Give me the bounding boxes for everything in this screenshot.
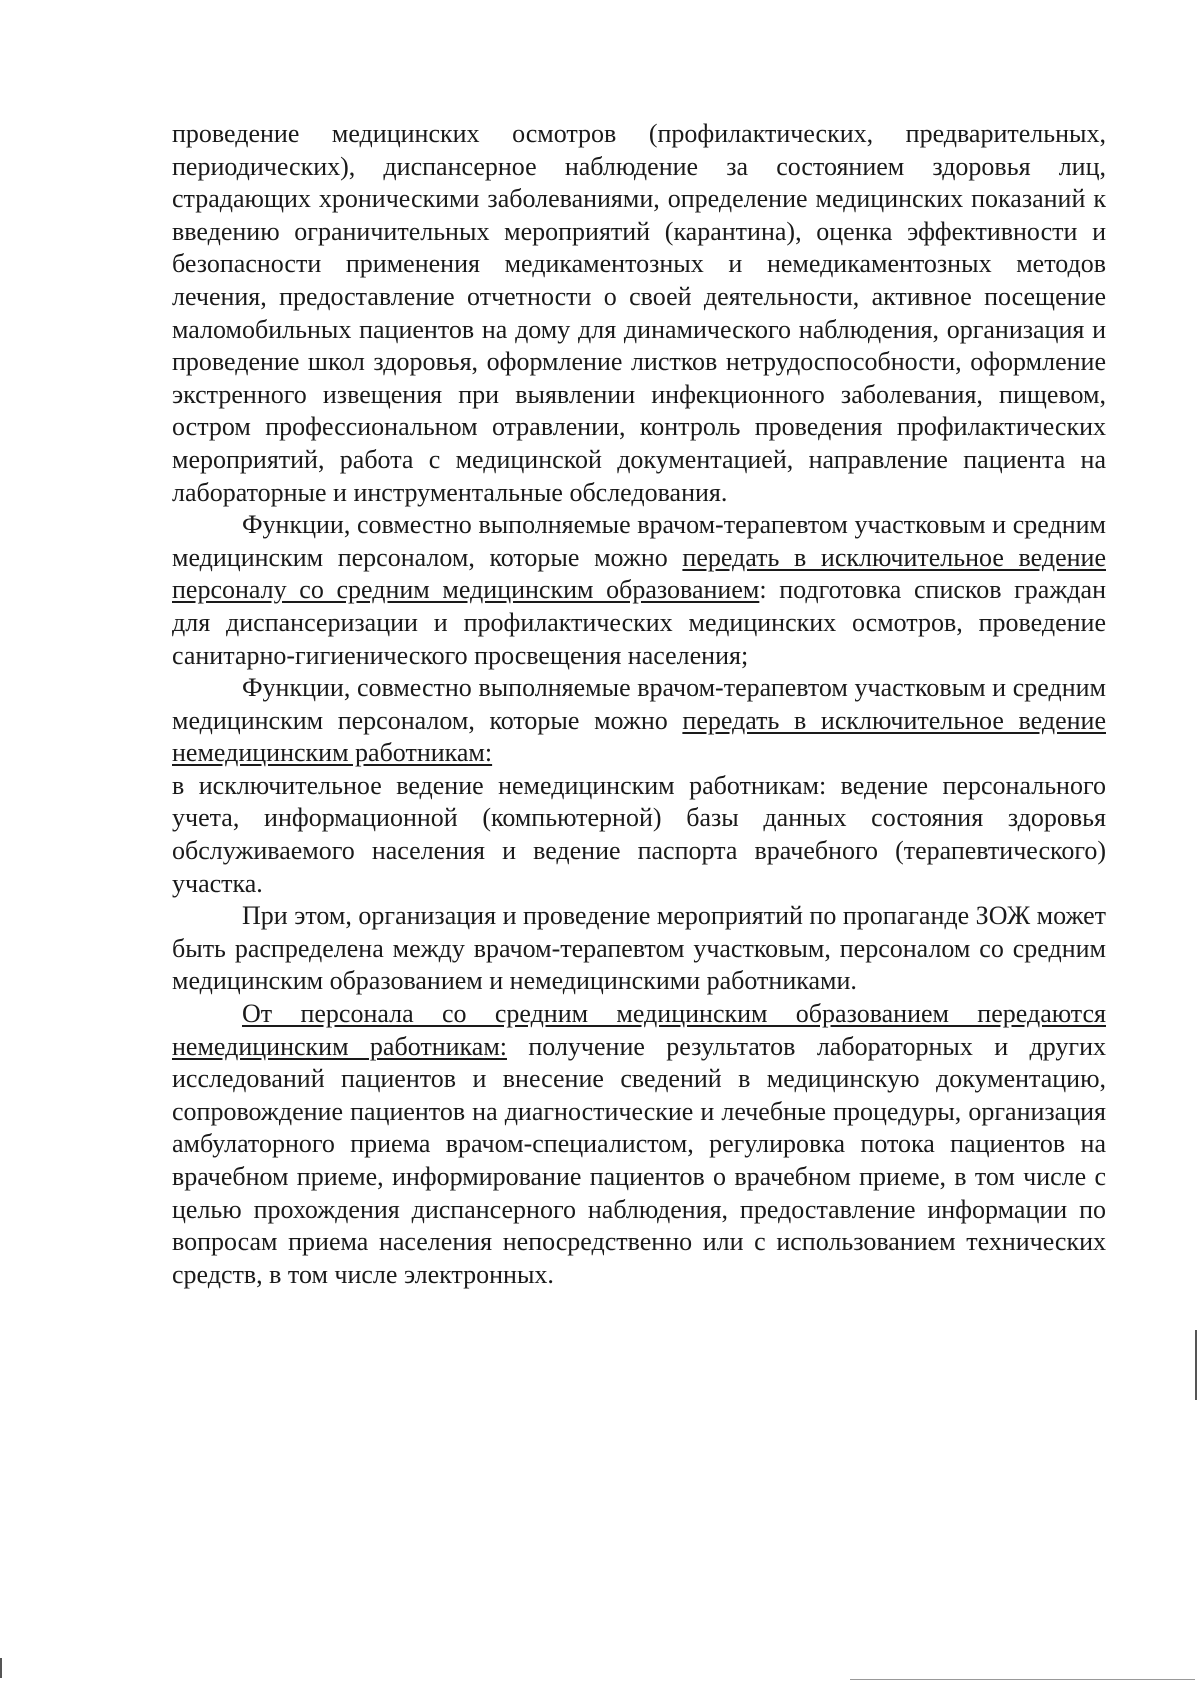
paragraph-2-underlined-text: передать в исключительное ведение персоналу со средним медицинским образованием — [172, 542, 1106, 605]
paragraph-4-text: в исключительное ведение немедицинским работникам: ведение персонального учета, информационной (компьютерной) базы данных состояния здоровья обслуживаемого населения и ведение паспорта врачебного (терапевтического) участка. — [172, 770, 1106, 898]
paragraph-6-text: получение результатов лабораторных и других исследований пациентов и внесение сведений в медицинскую документацию, сопровождение пациентов на диагностические и лечебные процедуры, организация амбулаторного приема врачом-специалистом, регулировка потока пациентов на врачебном приеме, информирование пациентов о врачебном приеме, в том числе с целью прохождения диспансерного наблюдения, предоставление информации по вопросам приема населения непосредственно или с использованием технических средств, в том числе электронных. — [172, 1031, 1106, 1289]
paragraph-4 — [172, 770, 1106, 900]
paragraph-2-text: Функции, совместно выполняемые врачом-терапевтом участковым и средним медицинским персоналом, которые можно — [172, 510, 1106, 572]
paragraph-6-underlined-text: От персонала со средним медицинским образованием передаются немедицинским работникам: — [172, 999, 1106, 1061]
paragraph-5 — [172, 900, 1106, 998]
paragraph-6 — [172, 998, 1106, 1291]
scan-edge-line-bottom — [850, 1679, 1195, 1680]
paragraph-2-text-end: : подготовка списков граждан для диспансеризации и профилактических медицинских осмотров, проведение санитарно-гигиенического просвещения населения; — [172, 575, 1106, 670]
paragraph-3 — [172, 672, 1106, 770]
scan-edge-mark-left — [0, 1658, 2, 1678]
paragraph-2 — [172, 509, 1106, 672]
paragraph-1-text: проведение медицинских осмотров (профилактических, предварительных, периодических), диспансерное наблюдение за состоянием здоровья лиц, страдающих хроническими заболеваниями, определение медицинских показаний к введению ограничительных мероприятий (карантина), оценка эффективности и безопасности применения медикаментозных и немедикаментозных методов лечения, предоставление отчетности о своей деятельности, активное посещение маломобильных пациентов на дому для динамического наблюдения, организация и проведение школ здоровья, оформление листков нетрудоспособности, оформление экстренного извещения при выявлении инфекционного заболевания, пищевом, остром профессиональном отравлении, контроль проведения профилактических мероприятий, работа с медицинской документацией, направление пациента на лабораторные и инструментальные обследования. — [172, 119, 1106, 507]
paragraph-1 — [172, 118, 1106, 509]
paragraph-3-underlined-text: передать в исключительное ведение немедицинским работникам: — [172, 705, 1106, 768]
document-body — [172, 118, 1106, 1291]
paragraph-5-text: При этом, организация и проведение мероприятий по пропаганде ЗОЖ может быть распределена между врачом-терапевтом участковым, персоналом со средним медицинским образованием и немедицинскими работниками. — [172, 901, 1106, 996]
paragraph-3-text: Функции, совместно выполняемые врачом-терапевтом участковым и средним медицинским персоналом, которые можно — [172, 673, 1106, 735]
scan-edge-mark-right — [1195, 1330, 1197, 1400]
